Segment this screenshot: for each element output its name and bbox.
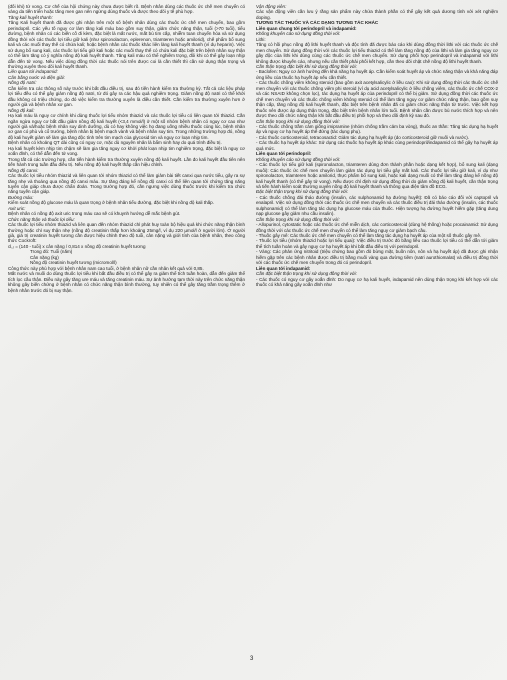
- right-paragraph: Tăng có hồi phục nồng độ lithi huyết thanh và độc tính đã được báo cáo khi dùng đồng thời lithi với các thuốc ức chế men chuyển. Sử dụng đồng thời với các thuốc lợi tiểu thiazid có thể làm tăng nồng độ của lithi và làm gia tăng nguy cơ gây độc của lithi khi dùng cùng các thuốc ức chế men chuyển. Sử dụng phối hợp perindopril và indapamid với lithi không được khuyến cáo, nhưng nếu cần thiết phải phối kết hợp, cần theo dõi chặt chẽ nồng độ lithi huyết thanh.: [256, 42, 498, 64]
- left-paragraph: Các thuốc lợi tiểu nhóm thiazid và liên quan đến nhóm thiazid chỉ phát huy toàn bộ hiệu quả khi chức năng thận bình thường hoặc chỉ suy thận nhẹ (nồng độ creatinin thấp hơn khoảng 25mg/l, ví dụ 220 µmol/l ở người lớn). Ở người già, giá trị creatinin huyết tương cần được hiệu chỉnh theo độ tuổi, cân nặng và giới tính của bệnh nhân, theo công thức Cockroft:: [8, 222, 245, 244]
- left-paragraph: Chức năng thận và thuốc lợi tiểu:: [8, 216, 75, 222]
- right-paragraph: Cần thận trọng đặc biệt khi sử dụng đồng thời với:: [256, 63, 357, 69]
- right-paragraph: - Baclofen: Nguy cơ ảnh hưởng đến khả năng hạ huyết áp. Cần kiểm soát huyết áp và chức năng thận và khả năng đáp ứng liều của thuốc hạ huyết áp nếu cần thiết.: [256, 69, 498, 80]
- left-paragraph: Đường máu:: [8, 194, 34, 200]
- right-paragraph: Không khuyến cáo sử dụng đồng thời với:: [256, 156, 341, 162]
- page-number: 3: [250, 656, 254, 662]
- right-paragraph: - Các thuốc có nguy cơ gây xoắn đỉnh: Do nguy cơ hạ kali huyết, indapamid nên dùng thận trọng khi kết hợp với các thuốc có khả năng gây xoắn đỉnh như: [256, 276, 498, 288]
- right-paragraph: Vận động viên:: [256, 4, 287, 9]
- left-paragraph: Trong tất cả các trường hợp, cần tiến hành kiểm tra thường xuyên nồng độ kali huyết. Lần đo kali huyết đầu tiên nên tiến hành trong tuần đầu điều trị. Nếu nồng độ kali huyết thấp cần hiệu chỉnh.: [8, 156, 245, 168]
- left-paragraph: Cân nặng (kg): [30, 254, 59, 260]
- left-paragraph: Liên quan tới indapamid:: [8, 69, 58, 75]
- right-paragraph: - Các thuốc lợi tiểu giữ kali (spironolacton, triamteren dùng đơn thành phần hoặc dạng kết hợp), bổ sung kali (dạng muối): Các thuốc ức chế men chuyển làm giảm tác dụng lợi tiểu gây mất kali. Các thuốc lợi tiểu giữ kali, ví dụ như spironolacton, triamteren hoặc amilorid, thực phẩm bổ sung kali, hoặc kali dạng muối có thể làm tăng đáng kể nồng độ kali huyết thanh (có thể gây tử vong). Nếu được chỉ định sử dụng đồng thời do giảm nồng độ kali huyết, cần thận trọng và tiến hành kiểm soát thường xuyên nồng độ kali huyết thanh và thông qua điện tâm đồ ECG.: [256, 162, 498, 189]
- right-paragraph: - Thuốc gây mê: Các thuốc ức chế men chuyển có thể làm tăng tác dụng hạ huyết áp của một số thuốc gây mê.: [256, 233, 482, 239]
- right-paragraph: - Các thuốc chống đái tháo đường (insulin, các sulphonamid hạ đường huyết): Đã có báo cáo đối với captopril và enalapril. Việc sử dụng đồng thời các thuốc ức chế men chuyển và các thuốc điều trị đái tháo đường (insulin, các thuốc sulphonamid) có thể làm tăng tác dụng hạ glucose máu của thuốc. Hiện tượng hạ đường huyết hiếm gặp (tăng dung nạp glucose gây giảm nhu cầu insulin).: [256, 194, 498, 217]
- left-paragraph: Cần kiểm tra các thông số này trước khi bắt đầu điều trị, sau đó tiến hành kiểm tra thường kỳ. Tất cả các liệu pháp lợi tiểu đều có thể gây giảm nồng độ natri, từ đó gây ra các hậu quả nghiêm trọng. Giảm nồng độ natri có thể khởi đầu không có triệu chứng, do đó việc kiểm tra thường xuyên là điều cần thiết. Cần kiểm tra thường xuyên hơn ở người già và bệnh nhân xơ gan.: [8, 85, 245, 108]
- left-paragraph: Trong đó: Tuổi (năm): [30, 249, 73, 255]
- right-paragraph: Liên quan tới perindopril:: [256, 151, 312, 157]
- left-paragraph: Bệnh nhân có khoảng QT dài cũng có nguy cơ, mặc dù nguyên nhân là bẩm sinh hay do quá trình điều trị.: [8, 140, 222, 146]
- left-paragraph: Kiểm soát nồng độ glucose máu là quan trọng ở bệnh nhân tiểu đường, đặc biệt khi nồng độ kali thấp.: [8, 200, 214, 206]
- right-paragraph: - Vàng: Các phản ứng nitritoid (triệu chứng bao gồm đỏ bừng mặt, buồn nôn, nôn và hạ huyết áp) đã được ghi nhận hiếm gặp trên các bệnh nhân được điều trị bằng muối vàng qua đường tiêm (natri aurothiomalat) và điều trị đồng thời với các thuốc ức chế men chuyển trong đó có perindopril.: [256, 249, 498, 266]
- right-paragraph: Cần thận trọng khi sử dụng đồng thời với:: [256, 118, 340, 124]
- right-paragraph: Các vận động viên cần lưu ý rằng sản phẩm này chứa thành phần có thể gây kết quả dương tính với xét nghiệm doping.: [256, 9, 498, 20]
- left-paragraph: (đối khi) tử vong. Cơ chế của hội chứng này chưa được biết rõ. Bệnh nhân dùng các thuốc ức chế men chuyển có vàng da tiến triển hoặc tăng men gan nên ngừng dùng thuốc và được theo dõi y tế phù hợp.: [8, 4, 245, 15]
- left-paragraph: Các thuốc lợi tiểu nhóm thiazid và liên quan tới nhóm thiazid có thể làm giảm bài tiết canxi qua nước tiểu, gây ra sự tăng nhẹ và thoáng qua nồng độ canxi máu. Sự tăng đáng kể nồng độ canxi có thể liên quan tới chứng tăng năng tuyến cận giáp chưa được chẩn đoán. Trong trường hợp đó, cần ngưng việc dùng thuốc trước khi kiểm tra chức năng tuyến cận giáp.: [8, 173, 245, 195]
- left-paragraph: Hạ kali máu là nguy cơ chính khi dùng thuốc lợi tiểu nhóm thiazid và các thuốc lợi tiểu có liên quan tới thiazid. Cần ngăn ngừa nguy cơ bắt đầu giảm nồng độ kali huyết (<3,4 mmol/l) ở một số nhóm bệnh nhân có nguy cơ cao như người già và/hoặc bệnh nhân suy dinh dưỡng, dù có hay không việc họ đang uống nhiều thuốc cùng lúc, bệnh nhân xơ gan có phù và cổ trướng, bệnh nhân bị bệnh mạch vành và bệnh nhân suy tim. Trong những trường hợp đó, nồng độ kali huyết giảm sẽ làm gia tăng độc tính trên tim mạch của glycosid tim và nguy cơ loạn nhịp tim.: [8, 113, 245, 140]
- right-paragraph: - Các thuốc chống viêm không steroid (bao gồm axit acetylsalicylic ở liều cao): Khi sử dụng đồng thời các thuốc ức chế men chuyển với các thuốc chống viêm phi steroid (ví dụ acid acetylsalicylic ở liều chống viêm, các thuốc ức chế COX-2 và các NSAID không chọn lọc), tác dụng hạ huyết áp của perindopril có thể bị giảm. Sử dụng đồng thời các thuốc ức chế men chuyển và các thuốc chống viêm không steroid có thể làm tăng nguy cơ giảm chức năng thận, bao gồm suy thận cấp, tăng nồng độ kali huyết thanh, đặc biệt trên bệnh nhân đã có giảm chức năng thận từ trước. Việc kết hợp thuốc nên được áp dụng thận trọng, đặc biệt trên bệnh nhân lớn tuổi. Bệnh nhân cần được bù nước thích hợp và nên được theo dõi chức năng thận khi bắt đầu điều trị phối hợp và theo dõi định kỳ sau đó.: [256, 80, 498, 119]
- left-paragraph: Cân bằng nước và điện giải:: [8, 74, 65, 80]
- right-paragraph: Lithi:: [256, 36, 266, 42]
- right-paragraph: - Các thuốc hạ huyết áp khác: Sử dụng các thuốc hạ huyết áp khác cùng perindopril/indapamid có thể gây hạ huyết áp quá mức.: [256, 140, 498, 151]
- right-paragraph: Không khuyến cáo sử dụng đồng thời với:: [256, 31, 341, 37]
- right-paragraph: Liên quan chung tới perindopril và indapamid:: [256, 25, 357, 31]
- left-paragraph: Nồng độ creatinin huyết tương (micromol/l): [30, 260, 117, 266]
- right-paragraph: Cần đặc biệt thận trọng khi sử dụng đồng thời với:: [256, 271, 357, 277]
- right-paragraph: - Các thuốc chống trầm cảm giống imipramine (nhóm chống trầm cảm ba vòng), thuốc an thần: Tăng tác dụng hạ huyết áp và nguy cơ hạ huyết áp thế đứng (tác dụng phụ).: [256, 123, 498, 135]
- left-paragraph: Bệnh nhân có nồng độ axit uric trong máu cao sẽ có khuynh hướng dễ mắc bệnh gút.: [8, 211, 181, 217]
- left-paragraph: Tăng Kali huyết thanh đã được ghi nhận trên một số bệnh nhân dùng các thuốc ức chế men chuyển, bao gồm perindopril. Các yếu tố nguy cơ làm tăng kali máu bao gồm suy thận, giảm chức năng thận, tuổi (>70 tuổi), tiểu đường, bệnh nhân có các biến cố đi kèm, đặc biệt là mất nước, mất bù tim cấp, nhiễm toan chuyển hóa và sử dụng đồng thời với các thuốc lợi tiểu giữ kali (như spironolacton, eplerenon, triamteren hoặc amilorid), chế phẩm bổ sung kali và các muối thay thế có chứa kali; hoặc bệnh nhân các thuốc khác liên làng kali huyết thanh (ví dụ heparin). Việc sử dụng bổ sung kali, các thuốc lợi tiểu giữ kali hoặc các muối thay thế có chứa kali đặc biệt trên bệnh nhân suy thận có thể làm tăng có ý nghĩa nồng độ kali huyết thanh. Tăng kali máu có thể nghiêm trọng, đôi khi có thể gây loạn nhịp dẫn đến tử vong. Nếu việc dùng đồng thời các thuốc nói trên được coi là cần thiết thì cần sử dụng thận trọng và thường xuyên theo dõi kali huyết thanh.: [8, 20, 245, 69]
- left-paragraph: Công thức này phù hợp với bệnh nhân nam cao tuổi, ở bệnh nhân nữ cần nhân kết quả với 0,85.: [8, 265, 204, 271]
- left-paragraph: Nồng độ kali:: [8, 107, 35, 113]
- right-paragraph: TƯƠNG TÁC THUỐC VÀ CÁC DẠNG TƯƠNG TÁC KHÁC: [256, 20, 379, 26]
- left-paragraph: Nồng độ natri:: [8, 80, 37, 86]
- right-text-column: [256, 4, 498, 672]
- left-text-column: [8, 4, 245, 672]
- right-paragraph: Cần thận trọng khi sử dụng đồng thời với:: [256, 216, 340, 222]
- right-paragraph: - Allopurinol, cytostatic hoặc các thuốc ức chế miễn dịch, các corticosteroid (dùng hệ thống) hoặc procainamid: Sử dụng đồng thời với các thuốc ức chế men chuyển có thể làm tăng nguy cơ giảm bạch cầu.: [256, 222, 498, 233]
- right-paragraph: Liên quan tới indapamid:: [256, 265, 311, 271]
- left-paragraph: Tăng kali huyết thanh:: [8, 14, 53, 20]
- left-paragraph: Hạ kali huyết kèm nhịp tim chậm sẽ làm gia tăng nguy cơ khởi phát loạn nhịp tim nghiêm trọng, đặc biệt là nguy cơ xoắn đỉnh, có thể dẫn đến tử vong.: [8, 145, 245, 157]
- left-paragraph: Nồng độ canxi:: [8, 167, 39, 173]
- right-paragraph: - Thuốc lợi tiểu (nhóm thiazid hoặc lợi tiểu quai): Việc điều trị trước đó bằng liều cao thuốc lợi tiểu có thể dẫn tới giảm thể tích tuần hoàn và gây nguy cơ hạ huyết áp khi bắt đầu điều trị với perindopril.: [256, 238, 498, 249]
- left-paragraph: Mất nước và muối do dùng thuốc lợi tiểu khi bắt đầu điều trị có thể gây ra giảm thể tích tuần hoàn, dẫn đến giảm thể tích lọc cầu thận. Điều này gây tăng ure máu và tăng creatinin máu. Sự ảnh hưởng tạm thời này trên chức năng thận không gây biến chứng ở bệnh nhân có chức năng thận bình thường, tuy nhiên có thể gây tăng trầm trọng thêm ở bệnh nhân trước đó bị suy thận.: [8, 271, 245, 293]
- right-paragraph: - Các thuốc corticosteroid, tetracosactid: Giảm tác dụng hạ huyết áp (do corticosteroid giữ muối và nước).: [256, 134, 470, 140]
- left-paragraph: cl꜀ᵣ = (140 - tuổi) x cân nặng / 0,814 x nồng độ creatinin huyết tương: [8, 243, 146, 249]
- left-paragraph: Axit uric:: [8, 205, 26, 211]
- right-paragraph: Đặc biệt thận trọng khi sử dụng đồng thời với:: [256, 189, 349, 195]
